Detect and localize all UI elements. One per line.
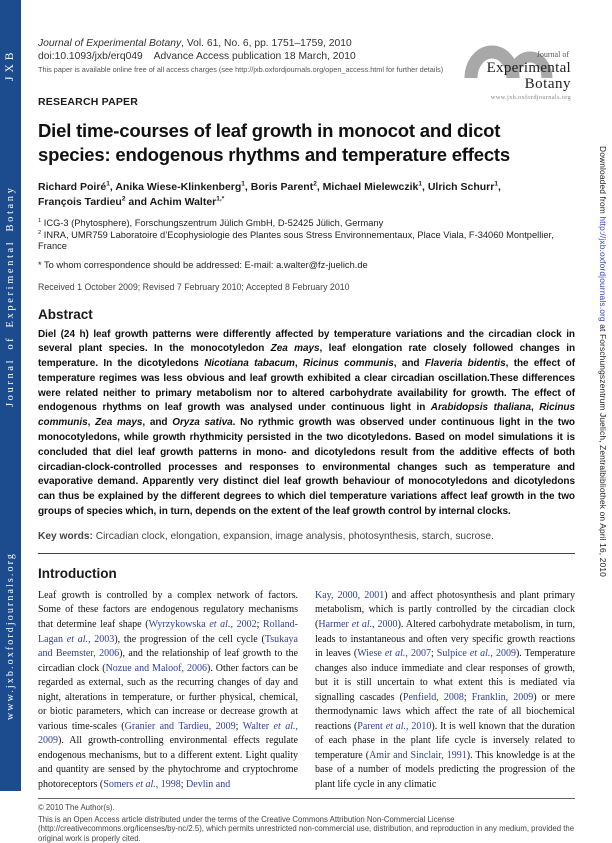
logo-journal-url: www.jxb.oxfordjournals.org (490, 94, 571, 101)
text-run: Zea mays (270, 343, 320, 355)
text-run: , (530, 402, 540, 414)
license-text: This is an Open Access article distributed under the terms of the Creative Commons Attribution Non-Commercial License (http://creativecommons.org/licenses/by-nc/2.5), which permits unrestricted non-commercial use, distribution, and reproduction in any medium, provided the original work is properly cited. (38, 814, 575, 843)
text-run: , Vol. 61, No. 6, pp. 1751–1759, 2010 (181, 38, 352, 49)
citation-link[interactable]: Parent (357, 720, 386, 732)
journal-logo (451, 36, 571, 102)
citation-link[interactable]: Sulpice (436, 648, 470, 660)
text-run: ; (235, 720, 243, 732)
text-run: Downloaded from (598, 146, 608, 217)
citation-link[interactable]: et al. (209, 618, 231, 630)
article-content (38, 38, 575, 843)
introduction-column-left (38, 589, 298, 793)
text-run: Circadian clock, elongation, expansion, image analysis, photosynthesis, starch, sucrose. (95, 530, 494, 542)
affiliation-1 (38, 218, 575, 230)
download-provenance-note (598, 146, 608, 662)
text-run: . No rythmic growth was observed under continuous light in the two monocotyledons, while growth rhythmicity persisted in the two dicotyledons. Based on model simulations it is concluded that diel leaf growth patterns in mono- and dicotyledons result from the additive effects of both circadian-clock-controlled processes and responses to environmental changes such as temperature and evaporative demand. Apparently very distinct diel leaf growth behaviour of monocotyledons and dicotyledons can thus be explained by the different degrees to which diel temperature variations affect leaf growth in the two groups of species which, in turn, depends on the extent of the leaf growth control by internal clocks. (38, 417, 575, 518)
citation-link[interactable]: Nozue and Maloof, 2006 (105, 662, 207, 674)
text-run: Journal of Experimental Botany (38, 38, 182, 49)
logo-name-line1: Experimental (486, 60, 571, 76)
text-run: 2 (313, 180, 317, 188)
url-link[interactable]: http://jxb.oxfordjournals.org (598, 216, 608, 322)
citation-link[interactable]: , 2007 (405, 648, 431, 660)
received-dates-line: Received 1 October 2009; Revised 7 February 2010; Accepted 8 February 2010 (38, 281, 350, 292)
text-run: ). Altered carbohydrate metabolism, in turn, leads to instantaneous and often very specific growth reactions in leaves ( (315, 618, 575, 660)
spine-journal-name: Journal of Experimental Botany (5, 185, 16, 407)
text-run: INRA, UMR759 Laboratoire d’Ecophysiologie des Plantes sous Stress Environnementaux, Place Viala, F-34060 Montpellier, France (38, 229, 554, 251)
citation-link[interactable]: Franklin, 2009 (471, 691, 534, 703)
citation-link[interactable]: Wyrzykowska (148, 618, 210, 630)
article-title-line1: Diel time-courses of leaf growth in monocot and dicot (38, 120, 501, 141)
citation-link[interactable]: , 2003 (88, 633, 115, 645)
citation-link[interactable]: , 2009 (490, 648, 516, 660)
introduction-heading: Introduction (38, 565, 117, 581)
text-run: Diel (24 h) leaf growth patterns were differently affected by temperature variations and the circadian clock in several plant species. In the monocotyledon (38, 328, 575, 355)
text-run: ) or mere thermodynamic laws which affect the rate of all biochemical reactions ( (315, 691, 576, 732)
copyright-line: © 2010 The Author(s). (38, 802, 115, 812)
citation-link[interactable]: et al. (273, 720, 296, 732)
text-run: ; (256, 618, 263, 630)
correspondence-note: * To whom correspondence should be addressed: E-mail: a.walter@fz-juelich.de (38, 259, 368, 270)
text-run: Zea mays (95, 417, 143, 429)
keywords-line (38, 531, 575, 542)
text-run: , (294, 358, 304, 370)
text-run: François Tardieu (38, 196, 122, 208)
text-run: ), and the relationship of leaf growth to the circadian clock ( (38, 648, 298, 674)
text-run: , (87, 417, 96, 429)
citation-link[interactable]: et al. (351, 618, 373, 630)
affiliations (38, 218, 575, 253)
text-run: ). Other factors can be regarded as external, such as the recurring changes of day and night, alterations in temperature, or further physical, chemical, or biotic parameters, which can increase or decrease growth at various time-scales ( (38, 662, 298, 732)
footer-divider (38, 798, 575, 799)
citation-link[interactable]: , 2009 (38, 720, 298, 747)
citation-link[interactable]: Granier and Tardieu, 2009 (124, 720, 236, 732)
citation-link[interactable]: Amir and Sinclair, 1991 (369, 749, 467, 761)
author-list-line1 (38, 180, 575, 195)
text-run: ). It is well known that the duration of each phase in the plant life cycle is inversely related to temperature ( (315, 720, 575, 761)
text-run: , Michael Mielewczik (316, 181, 419, 193)
text-run: 2 (38, 229, 42, 236)
left-spine-bar (0, 0, 21, 791)
text-run: 1 (241, 180, 245, 188)
text-run: 2 (121, 195, 126, 203)
article-type-label: RESEARCH PAPER (38, 96, 139, 108)
text-run: Arabidopsis thaliana (430, 402, 531, 414)
author-list (38, 180, 575, 210)
text-run: , Ulrich Schurr (422, 181, 495, 193)
article-title-line2: species: endogenous rhythms and temperature effects (38, 144, 510, 165)
text-run: , (497, 181, 501, 193)
text-run: ) and affect photosynthesis and plant primary metabolism, which is partly controlled by the circadian clock ( (315, 589, 575, 630)
citation-link[interactable]: , 2000 (372, 618, 398, 630)
text-run: ). Temperature changes also induce immediate and clear responses of growth, but it is still uncertain to what extent this is mediated via signalling cascades ( (315, 648, 576, 703)
citation-link[interactable]: Penfield, 2008 (402, 691, 464, 703)
text-run: , the effect of temperature regimes was less obvious and leaf growth exhibited a clear circadian oscillation.These differences were related neither to primary metabolism nor to altered carbohydrate availability for growth. The effect of endogenous rhythms on leaf growth was analysed under continuous light in (38, 358, 575, 414)
text-run: Ricinus communis (303, 358, 394, 370)
text-run: Flaveria bidentis (424, 358, 506, 370)
text-run: , leaf elongation rate closely followed changes in temperature. In the dicotyledons (38, 343, 576, 370)
citation-link[interactable]: Tsukaya and Beemster, 2006 (38, 633, 298, 660)
text-run: 1,* (216, 195, 225, 203)
text-run: ), the progression of the cell cycle ( (114, 633, 265, 645)
citation-link[interactable]: Rolland-Lagan (38, 618, 298, 645)
citation-link[interactable]: , 2002 (230, 618, 257, 630)
article-title (38, 119, 575, 167)
text-run: Leaf growth is controlled by a complex network of factors. Some of these factors are endogenous regulatory mechanisms that determine leaf shape ( (38, 589, 298, 630)
section-divider (38, 553, 575, 554)
text-run: Key words: (38, 530, 96, 542)
spine-jxb-label: JXB (4, 48, 16, 82)
spine-journal-url: www.jxb.oxfordjournals.org (5, 552, 16, 720)
text-run: 1 (494, 180, 498, 188)
text-run: Oryza sativa (172, 417, 233, 429)
logo-name-line2: Botany (524, 76, 571, 92)
citation-link[interactable]: et al. (66, 633, 89, 645)
citation-link[interactable]: et al. (384, 648, 406, 660)
logo-journal-of-text: Journal of (536, 50, 569, 59)
text-run: Ricinus communis (38, 402, 576, 429)
citation-link[interactable]: Harmer (318, 618, 352, 630)
affiliation-2 (38, 230, 575, 253)
text-run: 1 (38, 217, 42, 224)
citation-link[interactable]: Walter (242, 720, 274, 732)
abstract-text (38, 328, 575, 520)
citation-link[interactable]: Somers (103, 778, 136, 790)
text-run: ; (463, 691, 472, 703)
text-run: and Achim Walter (125, 196, 217, 208)
page-footer (38, 798, 575, 843)
text-run: ; (430, 648, 437, 660)
text-run: 1 (106, 180, 110, 188)
citation-link[interactable]: et al. (469, 648, 491, 660)
text-run: at Forschungszentrum Juelich, Zentralbibliothek on April 16, 2010 (598, 321, 608, 577)
citation-link[interactable]: et al. (135, 778, 156, 790)
abstract-heading: Abstract (38, 306, 93, 322)
text-run: ). All growth-controlling environmental effects regulate endogenous mechanisms, but to a different extent. Light quality and quantity are sensed by the phytochrome and cryptochrome photoreceptors ( (38, 735, 298, 790)
citation-link[interactable]: et al. (385, 720, 407, 732)
text-run: , and (142, 417, 173, 429)
text-run: ). This knowledge is at the base of a number of models predicting the progression of the plant life cycle in any climatic (315, 749, 575, 790)
introduction-columns (38, 589, 575, 793)
text-run: , Boris Parent (244, 181, 314, 193)
text-run: ; (180, 778, 187, 790)
text-run: , Anika Wiese-Klinkenberg (109, 181, 242, 193)
author-list-line2 (38, 195, 575, 210)
citation-link[interactable]: Devlin and (186, 778, 231, 790)
citation-link[interactable]: Wiese (357, 648, 385, 660)
text-run: 1 (418, 180, 422, 188)
publication-header (38, 38, 575, 101)
citation-link[interactable]: , 2010 (406, 720, 432, 732)
citation-link[interactable]: Kay, 2000, 2001 (315, 589, 385, 601)
introduction-column-right (315, 589, 575, 793)
text-run: ICG-3 (Phytosphere), Forschungszentrum Jülich GmbH, D-52425 Jülich, Germany (41, 218, 384, 228)
doi-line: doi:10.1093/jxb/erq049 Advance Access publication 18 March, 2010 (38, 51, 356, 62)
text-run: Nicotiana tabacum (204, 358, 295, 370)
citation-link[interactable]: , 1998 (155, 778, 181, 790)
text-run: , and (393, 358, 425, 370)
text-run: Richard Poiré (38, 181, 107, 193)
open-access-note: This paper is available online free of all access charges (see http://jxb.oxfordjournals.org/open_access.html for further details) (38, 65, 444, 74)
